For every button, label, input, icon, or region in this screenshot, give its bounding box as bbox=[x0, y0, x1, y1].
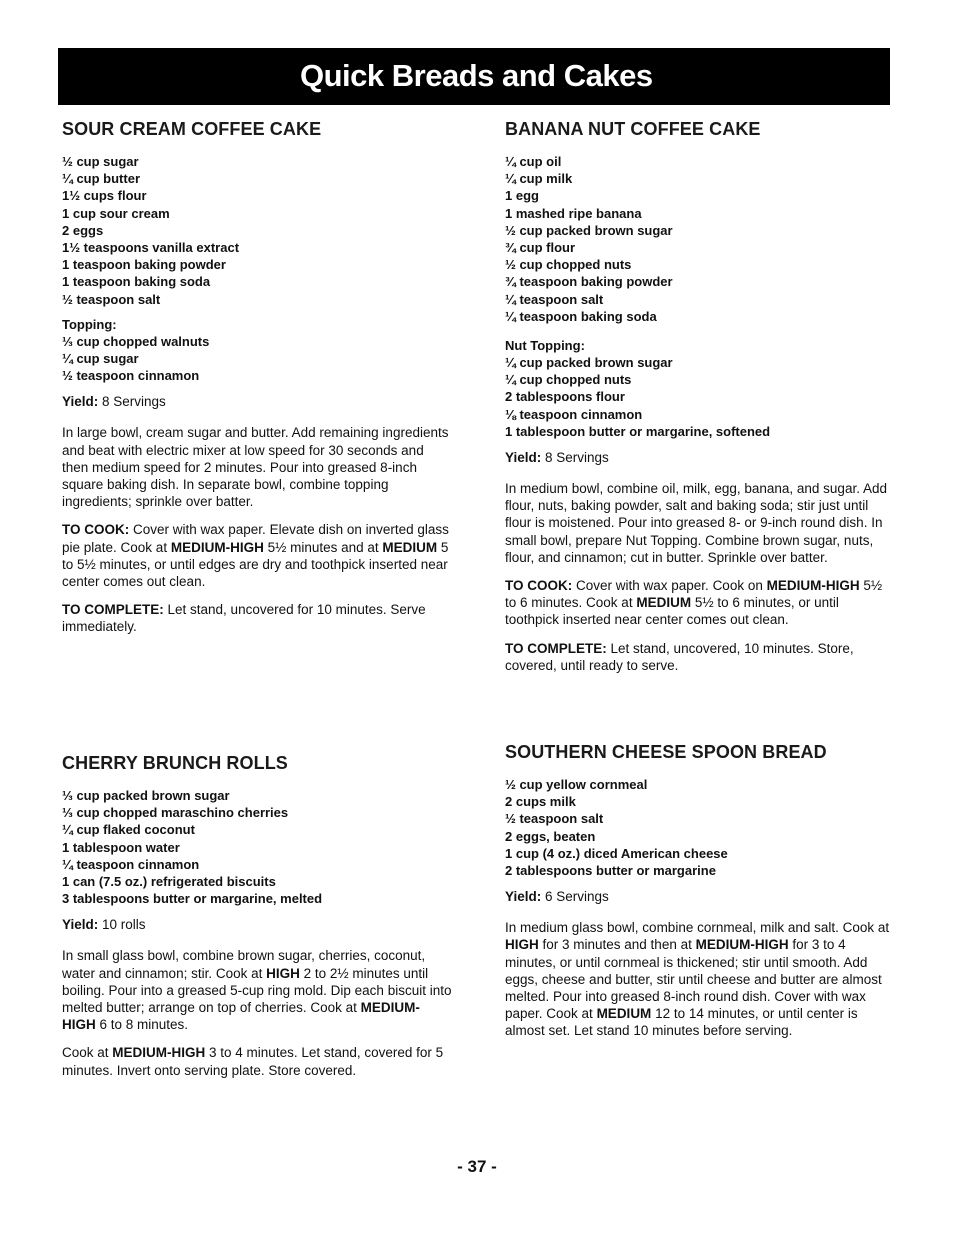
ingredient: ¾ teaspoon baking powder bbox=[505, 274, 673, 290]
ingredient: ⅓ cup packed brown sugar bbox=[62, 788, 230, 803]
yield bbox=[62, 916, 452, 933]
yield-value: 10 rolls bbox=[98, 917, 146, 933]
power-level: MEDIUM-HIGH bbox=[695, 937, 789, 953]
ingredient: 1½ cups flour bbox=[62, 188, 147, 204]
cook-text: 5½ to 6 minutes. Cook at bbox=[505, 578, 883, 611]
method-text bbox=[505, 919, 895, 1039]
ingredient: ¼ teaspoon baking soda bbox=[505, 308, 657, 324]
cook-text: 5½ minutes and at bbox=[263, 539, 383, 555]
method-part: 3 to 4 minutes. Let stand, covered for 5 minutes. Invert onto serving plate. Store covered. bbox=[62, 1045, 444, 1078]
power-level: MEDIUM-HIGH bbox=[62, 1000, 420, 1033]
ingredient: ¼ cup butter bbox=[62, 171, 141, 187]
ingredient: 2 tablespoons flour bbox=[505, 389, 625, 405]
complete-text: Let stand, uncovered for 10 minutes. Serve immediately. bbox=[62, 602, 426, 635]
ingredient: ½ teaspoon salt bbox=[505, 811, 604, 827]
cook-text: Cover with wax paper. Cook on bbox=[572, 578, 767, 594]
power-level: MEDIUM bbox=[596, 1006, 652, 1022]
topping-list bbox=[62, 333, 452, 385]
cook-instructions bbox=[62, 521, 452, 590]
ingredient: ½ cup sugar bbox=[62, 154, 139, 169]
ingredient: ¼ cup packed brown sugar bbox=[505, 355, 673, 371]
ingredient-list bbox=[505, 153, 895, 325]
ingredient-list bbox=[62, 153, 452, 308]
cook-text: 5½ to 6 minutes, or until toothpick inserted near center comes out clean. bbox=[505, 595, 839, 628]
recipe-cherry-brunch-rolls bbox=[62, 752, 452, 1079]
ingredient: ½ teaspoon salt bbox=[62, 291, 161, 307]
ingredient: ½ teaspoon cinnamon bbox=[62, 368, 200, 384]
topping-label: Nut Topping: bbox=[505, 338, 585, 354]
complete-label: TO COMPLETE: bbox=[505, 640, 607, 656]
method-part: In small glass bowl, combine brown sugar, cherries, coconut, water and cinnamon; stir. Cook at bbox=[62, 948, 426, 981]
recipe-banana-nut-coffee-cake bbox=[505, 118, 895, 674]
ingredient: 1 tablespoon butter or margarine, softened bbox=[505, 423, 771, 439]
yield-label: Yield: bbox=[505, 450, 542, 466]
ingredient: 1 cup sour cream bbox=[62, 205, 170, 221]
yield-value: 8 Servings bbox=[541, 450, 609, 466]
method-part: 12 to 14 minutes, or until center is almost set. Let stand 10 minutes before serving. bbox=[505, 1006, 858, 1039]
ingredient: ¼ cup sugar bbox=[62, 351, 139, 367]
complete-instructions bbox=[505, 640, 895, 674]
ingredient: 1 can (7.5 oz.) refrigerated biscuits bbox=[62, 874, 276, 890]
yield-label: Yield: bbox=[505, 889, 542, 905]
ingredient: 2 cups milk bbox=[505, 794, 576, 810]
ingredient: 1 teaspoon baking powder bbox=[62, 257, 226, 273]
ingredient-list bbox=[505, 776, 895, 879]
power-level: MEDIUM-HIGH bbox=[170, 539, 264, 555]
section-title: Quick Breads and Cakes bbox=[300, 58, 653, 93]
ingredient: ¼ cup chopped nuts bbox=[505, 372, 632, 388]
complete-label: TO COMPLETE: bbox=[62, 602, 164, 618]
recipe-title: SOUR CREAM COFFEE CAKE bbox=[62, 119, 322, 139]
ingredient: ⅓ cup chopped maraschino cherries bbox=[62, 805, 289, 821]
ingredient: 1½ teaspoons vanilla extract bbox=[62, 240, 240, 256]
yield bbox=[62, 393, 452, 410]
method-part: 6 to 8 minutes. bbox=[95, 1017, 189, 1033]
ingredient: 1 cup (4 oz.) diced American cheese bbox=[505, 845, 728, 861]
yield-label: Yield: bbox=[62, 394, 99, 410]
method-part: for 3 to 4 minutes, or until cornmeal is thickened; stir until smooth. Add eggs, cheese and butter, stir until cheese and butter are almost melted. Pour into greased 8-inch round dish. Cover with wax paper. Cook at bbox=[505, 937, 882, 1022]
ingredient: ¼ teaspoon salt bbox=[505, 291, 604, 307]
ingredient: 1 mashed ripe banana bbox=[505, 205, 642, 221]
ingredient: 2 eggs bbox=[62, 222, 104, 238]
complete-text: Let stand, uncovered, 10 minutes. Store, covered, until ready to serve. bbox=[505, 640, 854, 673]
method-part: Cook at bbox=[62, 1045, 113, 1061]
recipe-title: SOUTHERN CHEESE SPOON BREAD bbox=[505, 742, 827, 762]
ingredient: ¼ cup milk bbox=[505, 171, 573, 187]
ingredient: 3 tablespoons butter or margarine, melted bbox=[62, 891, 323, 907]
recipe-southern-cheese-spoon-bread bbox=[505, 741, 895, 1040]
power-level: HIGH bbox=[266, 965, 300, 981]
ingredient: 1 teaspoon baking soda bbox=[62, 274, 211, 290]
topping-list bbox=[505, 354, 895, 440]
ingredient: ¾ cup flour bbox=[505, 240, 576, 256]
method-text: In medium bowl, combine oil, milk, egg, banana, and sugar. Add flour, nuts, baking powder, salt and baking soda; stir just until flour is moistened. Pour into greased 8- or 9-inch round dish. In small bowl, prepare Nut Topping. Combine brown sugar, nuts, flour, and cinnamon; cut in butter. Sprinkle over batter. bbox=[505, 481, 887, 565]
recipe-sour-cream-coffee-cake bbox=[62, 118, 452, 636]
ingredient: ¼ teaspoon cinnamon bbox=[62, 856, 200, 872]
complete-instructions bbox=[62, 601, 452, 635]
section-banner bbox=[58, 48, 890, 105]
cook-instructions bbox=[505, 577, 895, 629]
ingredient: ½ cup yellow cornmeal bbox=[505, 777, 648, 792]
power-level: MEDIUM-HIGH bbox=[766, 578, 860, 594]
ingredient: ⅛ teaspoon cinnamon bbox=[505, 406, 643, 422]
ingredient: 1 egg bbox=[505, 188, 539, 204]
yield-label: Yield: bbox=[62, 917, 99, 933]
power-level: MEDIUM bbox=[382, 539, 438, 555]
power-level: MEDIUM bbox=[636, 595, 692, 611]
method-part: In medium glass bowl, combine cornmeal, milk and salt. Cook at bbox=[505, 920, 890, 936]
yield bbox=[505, 449, 895, 466]
recipe-title: BANANA NUT COFFEE CAKE bbox=[505, 119, 761, 139]
page-number: - 37 - bbox=[457, 1157, 497, 1176]
ingredient: 1 tablespoon water bbox=[62, 839, 180, 855]
cook-label: TO COOK: bbox=[62, 522, 130, 538]
yield-value: 8 Servings bbox=[98, 394, 166, 410]
cook-instructions bbox=[62, 1044, 452, 1078]
recipe-title: CHERRY BRUNCH ROLLS bbox=[62, 753, 288, 773]
method-part: for 3 minutes and then at bbox=[538, 937, 696, 953]
ingredient-list bbox=[62, 787, 452, 907]
ingredient: ¼ cup oil bbox=[505, 154, 562, 169]
ingredient: ¼ cup flaked coconut bbox=[62, 822, 195, 838]
method-part: 2 to 2½ minutes until boiling. Pour into a greased 5-cup ring mold. Dip each biscuit into melted butter; arrange on top of cherries. Cook at bbox=[62, 965, 452, 1016]
topping-label: Topping: bbox=[62, 316, 117, 332]
ingredient: 2 tablespoons butter or margarine bbox=[505, 863, 716, 879]
cook-text: Cover with wax paper. Elevate dish on inverted glass pie plate. Cook at bbox=[62, 522, 449, 555]
method-text bbox=[62, 947, 452, 1033]
ingredient: ⅓ cup chopped walnuts bbox=[62, 333, 210, 349]
cook-text: 5 to 5½ minutes, or until edges are dry and toothpick inserted near center comes out clean. bbox=[62, 539, 449, 590]
ingredient: ½ cup chopped nuts bbox=[505, 257, 632, 273]
power-level: MEDIUM-HIGH bbox=[112, 1045, 206, 1061]
ingredient: ½ cup packed brown sugar bbox=[505, 222, 673, 238]
yield bbox=[505, 888, 895, 905]
yield-value: 6 Servings bbox=[541, 889, 609, 905]
method-text: In large bowl, cream sugar and butter. Add remaining ingredients and beat with electric mixer at low speed for 30 seconds and then medium speed for 2 minutes. Pour into greased 8-inch square baking dish. In separate bowl, combine topping ingredients; sprinkle over batter. bbox=[62, 425, 449, 510]
cook-label: TO COOK: bbox=[505, 578, 573, 594]
ingredient: 2 eggs, beaten bbox=[505, 828, 596, 844]
power-level: HIGH bbox=[505, 937, 539, 953]
